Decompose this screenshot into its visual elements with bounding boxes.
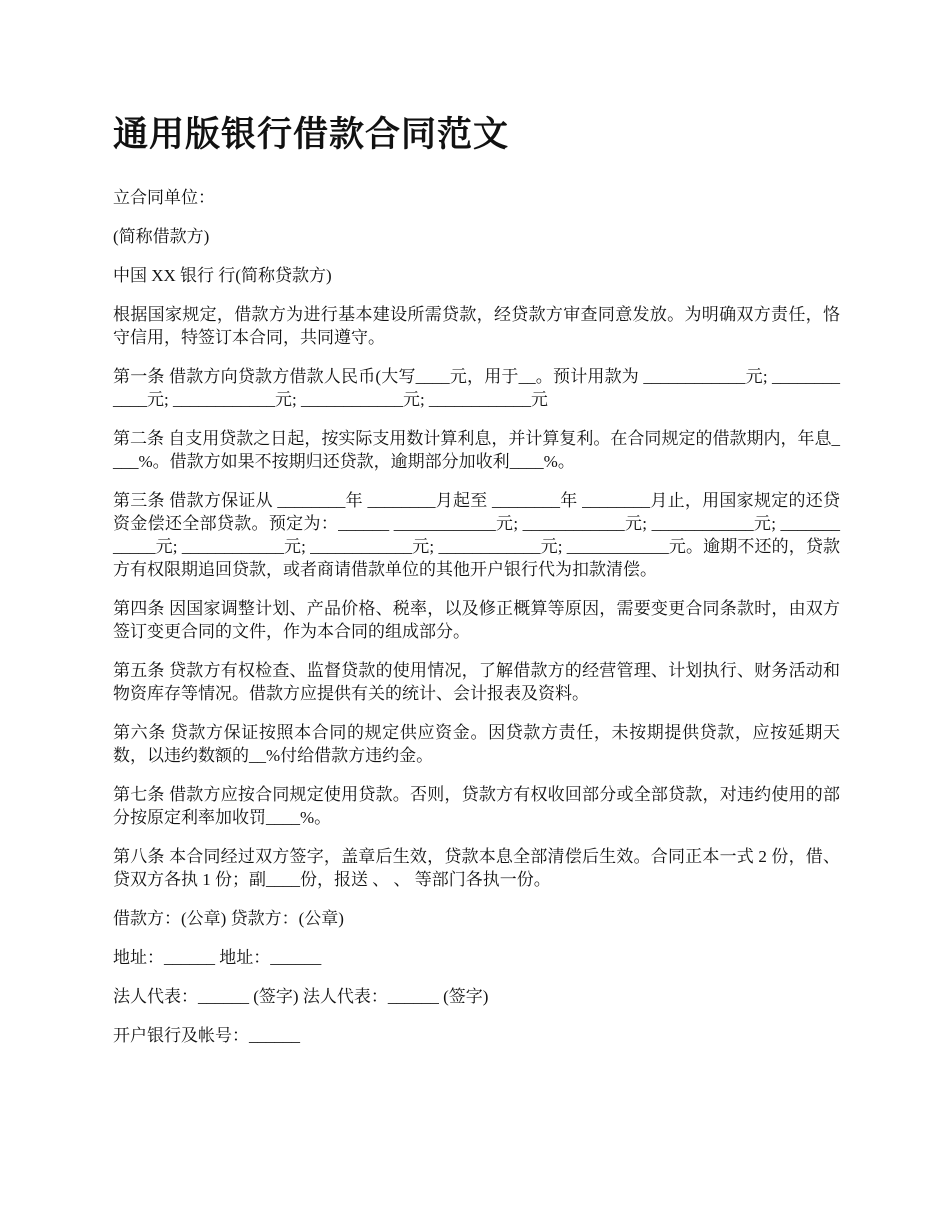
article-3: 第三条 借款方保证从 ________年 ________月起至 ________年 ________月止，用国家规定的还贷资金偿还全部贷款。预定为：______ ____________元; ____________元; ____________元; ____________元; ____________元; ____________元; ____________元; ____________元。逾期不还的，贷款方有权限期追回贷款，或者商请借款单位的其他开户银行代为扣款清偿。 bbox=[113, 491, 840, 579]
article-2: 第二条 自支用贷款之日起，按实际支用数计算利息，并计算复利。在合同规定的借款期内，年息____%。借款方如果不按期归还贷款，逾期部分加收利____%。 bbox=[113, 429, 840, 471]
document-title: 通用版银行借款合同范文 bbox=[113, 115, 510, 155]
signature-addresses: 地址：______ 地址：______ bbox=[113, 948, 322, 967]
article-1: 第一条 借款方向贷款方借款人民币(大写____元，用于__。预计用款为 ____________元; ____________元; ____________元; ____________元; ____________元 bbox=[113, 367, 840, 409]
article-5: 第五条 贷款方有权检查、监督贷款的使用情况，了解借款方的经营管理、计划执行、财务活动和物资库存等情况。借款方应提供有关的统计、会计报表及资料。 bbox=[113, 661, 840, 703]
lender-abbrev: 中国 XX 银行 行(简称贷款方) bbox=[113, 266, 332, 285]
borrower-abbrev: (简称借款方) bbox=[113, 227, 210, 246]
signature-seals: 借款方：(公章) 贷款方：(公章) bbox=[113, 909, 344, 928]
signature-representatives: 法人代表：______ (签字) 法人代表：______ (签字) bbox=[113, 987, 489, 1006]
bank-account: 开户银行及帐号：______ bbox=[113, 1026, 300, 1045]
article-6: 第六条 贷款方保证按照本合同的规定供应资金。因贷款方责任，未按期提供贷款，应按延期天数，以违约数额的__%付给借款方违约金。 bbox=[113, 723, 840, 765]
contract-parties-label: 立合同单位： bbox=[113, 188, 215, 207]
document-page bbox=[113, 110, 840, 1063]
article-8: 第八条 本合同经过双方签字，盖章后生效，贷款本息全部清偿后生效。合同正本一式 2 份，借、贷双方各执 1 份；副____份，报送 、 、 等部门各执一份。 bbox=[113, 847, 840, 889]
preamble: 根据国家规定，借款方为进行基本建设所需贷款，经贷款方审查同意发放。为明确双方责任，恪守信用，特签订本合同，共同遵守。 bbox=[113, 305, 840, 347]
article-7: 第七条 借款方应按合同规定使用贷款。否则，贷款方有权收回部分或全部贷款，对违约使用的部分按原定利率加收罚____%。 bbox=[113, 785, 840, 827]
article-4: 第四条 因国家调整计划、产品价格、税率，以及修正概算等原因，需要变更合同条款时，由双方签订变更合同的文件，作为本合同的组成部分。 bbox=[113, 599, 840, 641]
